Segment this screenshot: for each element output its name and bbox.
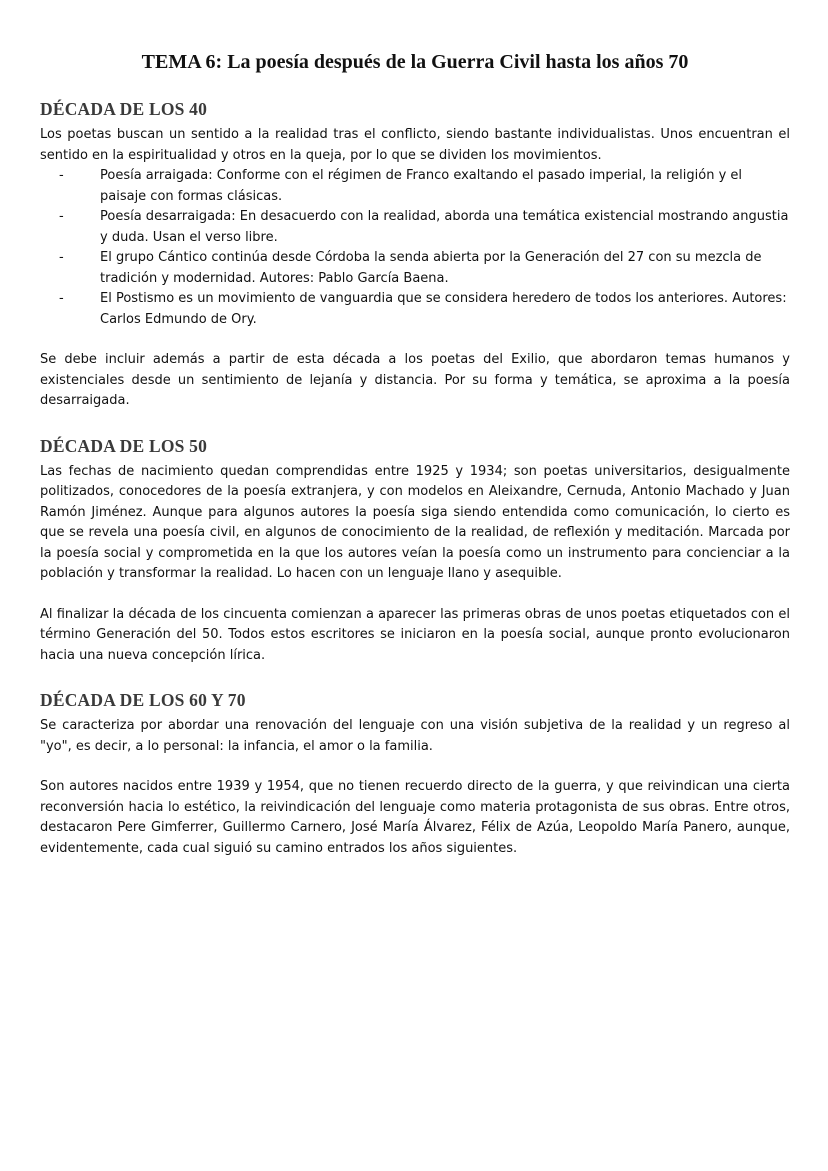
dash-bullet: - [59, 250, 64, 265]
section-heading: DÉCADA DE LOS 50 [40, 435, 208, 456]
list-item [40, 248, 790, 289]
dash-bullet: - [59, 291, 64, 306]
page-title: TEMA 6: La poesía después de la Guerra Civil hasta los años 70 [141, 51, 689, 73]
body-paragraph: Son autores nacidos entre 1939 y 1954, que no tienen recuerdo directo de la guerra, y que reivindican una cierta reconversión hacia lo estético, la reivindicación del lenguaje como materia protagonista de sus obras. Entre otros, destacaron Pere Gimferrer, Guillermo Carnero, José María Álvarez, Félix de Azúa, Leopoldo María Panero, aunque, evidentemente, cada cual siguió su camino entrados los años siguientes. [40, 779, 790, 856]
section-decada-60-70 [40, 688, 790, 859]
list-item-text: Poesía desarraigada: En desacuerdo con la realidad, aborda una temática existencial mostrando angustia y duda. Usan el verso libre. [100, 209, 789, 245]
section-heading: DÉCADA DE LOS 40 [40, 99, 208, 119]
movements-list [40, 166, 790, 330]
document-page [40, 0, 790, 859]
list-item [40, 289, 790, 330]
list-item [40, 166, 790, 207]
list-item-text: El Postismo es un movimiento de vanguardia que se considera heredero de todos los anteriores. Autores: Carlos Edmundo de Ory. [100, 291, 787, 327]
list-item-text: El grupo Cántico continúa desde Córdoba la senda abierta por la Generación del 27 con su mezcla de tradición y modernidad. Autores: Pablo García Baena. [100, 250, 762, 286]
dash-bullet: - [59, 168, 64, 183]
body-paragraph: Las fechas de nacimiento quedan comprendidas entre 1925 y 1934; son poetas universitarios, desigualmente politizados, conocedores de la poesía extranjera, y con modelos en Aleixandre, Cernuda, Antonio Machado y Juan Ramón Jiménez. Aunque para algunos autores la poesía siga siendo entendida como comunicación, lo cierto es que se revela una poesía civil, en algunos de conocimiento de la realidad, de reflexión y meditación. Marcada por la poesía social y comprometida en la que los autores veían la poesía como un instrumento para concienciar a la población y transformar la realidad. Lo hacen con un lenguaje llano y asequible. [40, 463, 790, 581]
section-closing-paragraph: Se debe incluir además a partir de esta década a los poetas del Exilio, que abordaron temas humanos y existenciales desde un sentimiento de lejanía y distancia. Por su forma y temática, se aproxima a la poesía desarraigada. [40, 352, 790, 408]
section-heading: DÉCADA DE LOS 60 Y 70 [40, 690, 246, 710]
list-item [40, 207, 790, 248]
dash-bullet: - [59, 209, 64, 224]
body-paragraph: Se caracteriza por abordar una renovación del lenguaje con una visión subjetiva de la realidad y un regreso al "yo", es decir, a lo personal: la infancia, el amor o la familia. [40, 718, 790, 754]
section-decada-40 [40, 97, 790, 412]
section-intro-paragraph: Los poetas buscan un sentido a la realidad tras el conflicto, siendo bastante individualistas. Unos encuentran el sentido en la espiritualidad y otros en la queja, por lo que se dividen los movimientos. [40, 127, 790, 163]
body-paragraph: Al finalizar la década de los cincuenta comienzan a aparecer las primeras obras de unos poetas etiquetados con el término Generación del 50. Todos estos escritores se iniciaron en la poesía social, aunque pronto evolucionaron hacia una nueva concepción lírica. [40, 606, 790, 663]
section-decada-50 [40, 434, 790, 667]
list-item-text: Poesía arraigada: Conforme con el régimen de Franco exaltando el pasado imperial, la religión y el paisaje con formas clásicas. [100, 168, 743, 204]
